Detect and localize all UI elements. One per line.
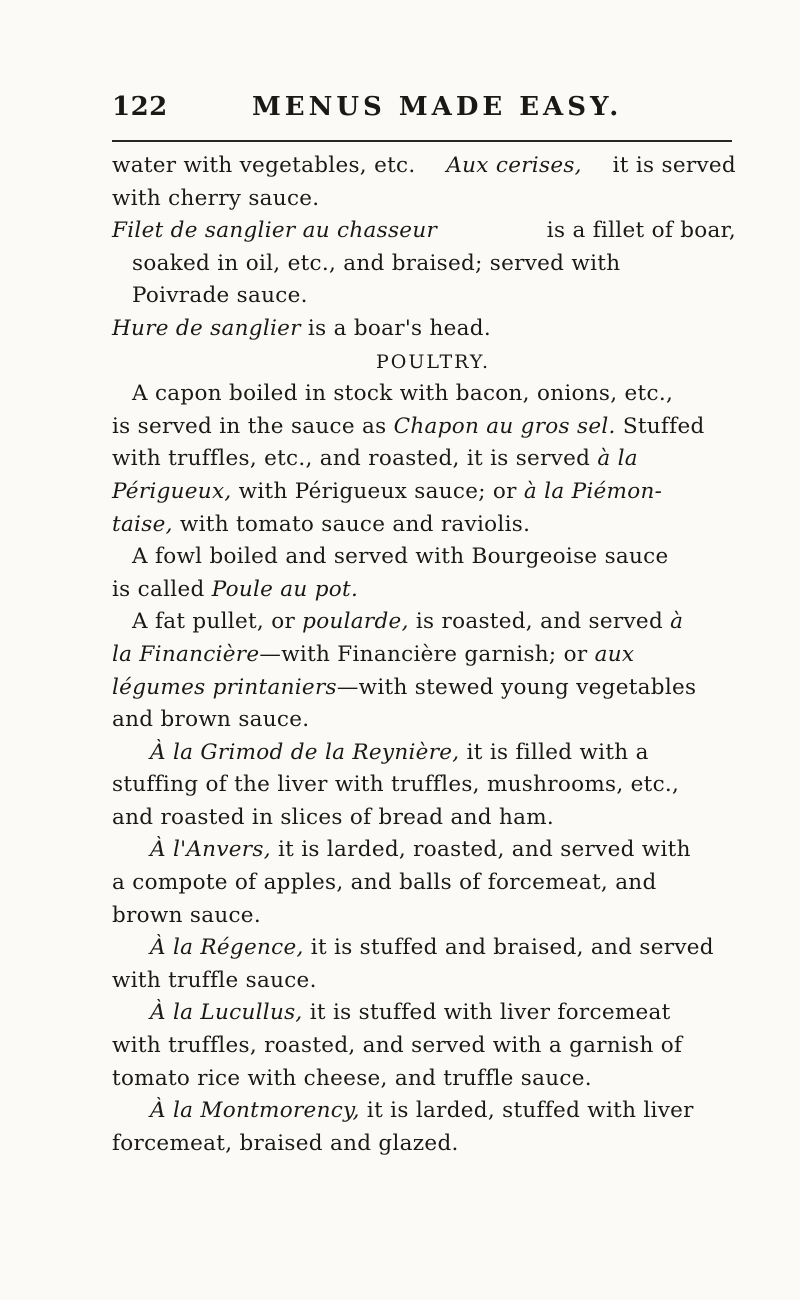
text-line: taise, with tomato sauce and raviolis.	[112, 511, 531, 537]
dish-name: À la Montmorency,	[150, 1098, 360, 1124]
text-line: À l'Anvers, it is larded, roasted, and served with	[150, 837, 691, 863]
dish-name: Aux cerises,	[446, 153, 582, 178]
section-heading: POULTRY.	[376, 350, 490, 373]
page-number: 122	[112, 92, 168, 122]
header-rule	[112, 140, 732, 142]
text-line: Poivrade sauce.	[132, 283, 308, 309]
dish-name: légumes printaniers	[112, 674, 337, 700]
dish-name: à la Piémon-	[523, 478, 663, 504]
dish-name: Périgueux,	[112, 478, 232, 504]
dish-name: la Financière	[112, 641, 260, 667]
dish-name: Hure de sanglier	[112, 315, 301, 341]
text-line: À la Grimod de la Reynière, it is filled with a	[150, 739, 649, 765]
dish-name: à	[670, 609, 684, 635]
dish-name: à la	[597, 446, 638, 472]
text-line: la Financière—with Financière garnish; or aux	[112, 641, 635, 667]
running-head	[112, 92, 732, 128]
text-line: stuffing of the liver with truffles, mushrooms, etc.,	[112, 772, 680, 798]
text-line: Périgueux, with Périgueux sauce; or à la Piémon-	[112, 478, 663, 504]
page-body	[112, 150, 736, 1160]
text-line: with truffle sauce.	[112, 967, 317, 993]
text-line: water with vegetables, etc. Aux cerises, it is served	[112, 150, 736, 183]
text-line: A fat pullet, or poularde, is roasted, and served à	[132, 609, 684, 635]
text-line: a compote of apples, and balls of forcemeat, and	[112, 870, 657, 896]
text-line: tomato rice with cheese, and truffle sauce.	[112, 1065, 592, 1091]
dish-name: À l'Anvers,	[150, 837, 271, 863]
text-line: À la Montmorency, it is larded, stuffed with liver	[150, 1098, 694, 1124]
book-title: MENUS MADE EASY.	[252, 92, 623, 122]
dish-name: Filet de sanglier au chasseur	[112, 218, 438, 244]
dish-name: Poule au pot.	[211, 576, 359, 602]
text-line: with cherry sauce.	[112, 185, 320, 211]
text-line: is called Poule au pot.	[112, 576, 359, 602]
text-line: with truffles, etc., and roasted, it is served à la	[112, 446, 638, 472]
dish-name: poularde,	[302, 609, 409, 635]
dish-name: taise,	[112, 511, 173, 537]
text-line: A fowl boiled and served with Bourgeoise sauce	[132, 544, 669, 570]
text-line: Filet de sanglier au chasseur is a fillet of boar,	[112, 215, 736, 248]
text-line: is served in the sauce as Chapon au gros sel. Stuffed	[112, 413, 705, 439]
text-line: and roasted in slices of bread and ham.	[112, 804, 555, 830]
text-line: and brown sauce.	[112, 707, 310, 733]
text-line: À la Lucullus, it is stuffed with liver forcemeat	[150, 1000, 671, 1026]
text-line: soaked in oil, etc., and braised; served with	[132, 250, 621, 276]
text-line: A capon boiled in stock with bacon, onions, etc.,	[132, 381, 674, 407]
text-line: with truffles, roasted, and served with a garnish of	[112, 1033, 683, 1059]
dish-name: À la Régence,	[150, 935, 304, 961]
text-line: À la Régence, it is stuffed and braised, and served	[150, 935, 714, 961]
text-line: brown sauce.	[112, 902, 261, 928]
text-line: forcemeat, braised and glazed.	[112, 1130, 459, 1156]
dish-name: Chapon au gros sel.	[393, 413, 616, 439]
dish-name: aux	[594, 641, 635, 667]
dish-name: À la Grimod de la Reynière,	[150, 739, 460, 765]
text-line: Hure de sanglier is a boar's head.	[112, 315, 491, 341]
text-line: légumes printaniers—with stewed young vegetables	[112, 674, 697, 700]
dish-name: À la Lucullus,	[150, 1000, 303, 1026]
